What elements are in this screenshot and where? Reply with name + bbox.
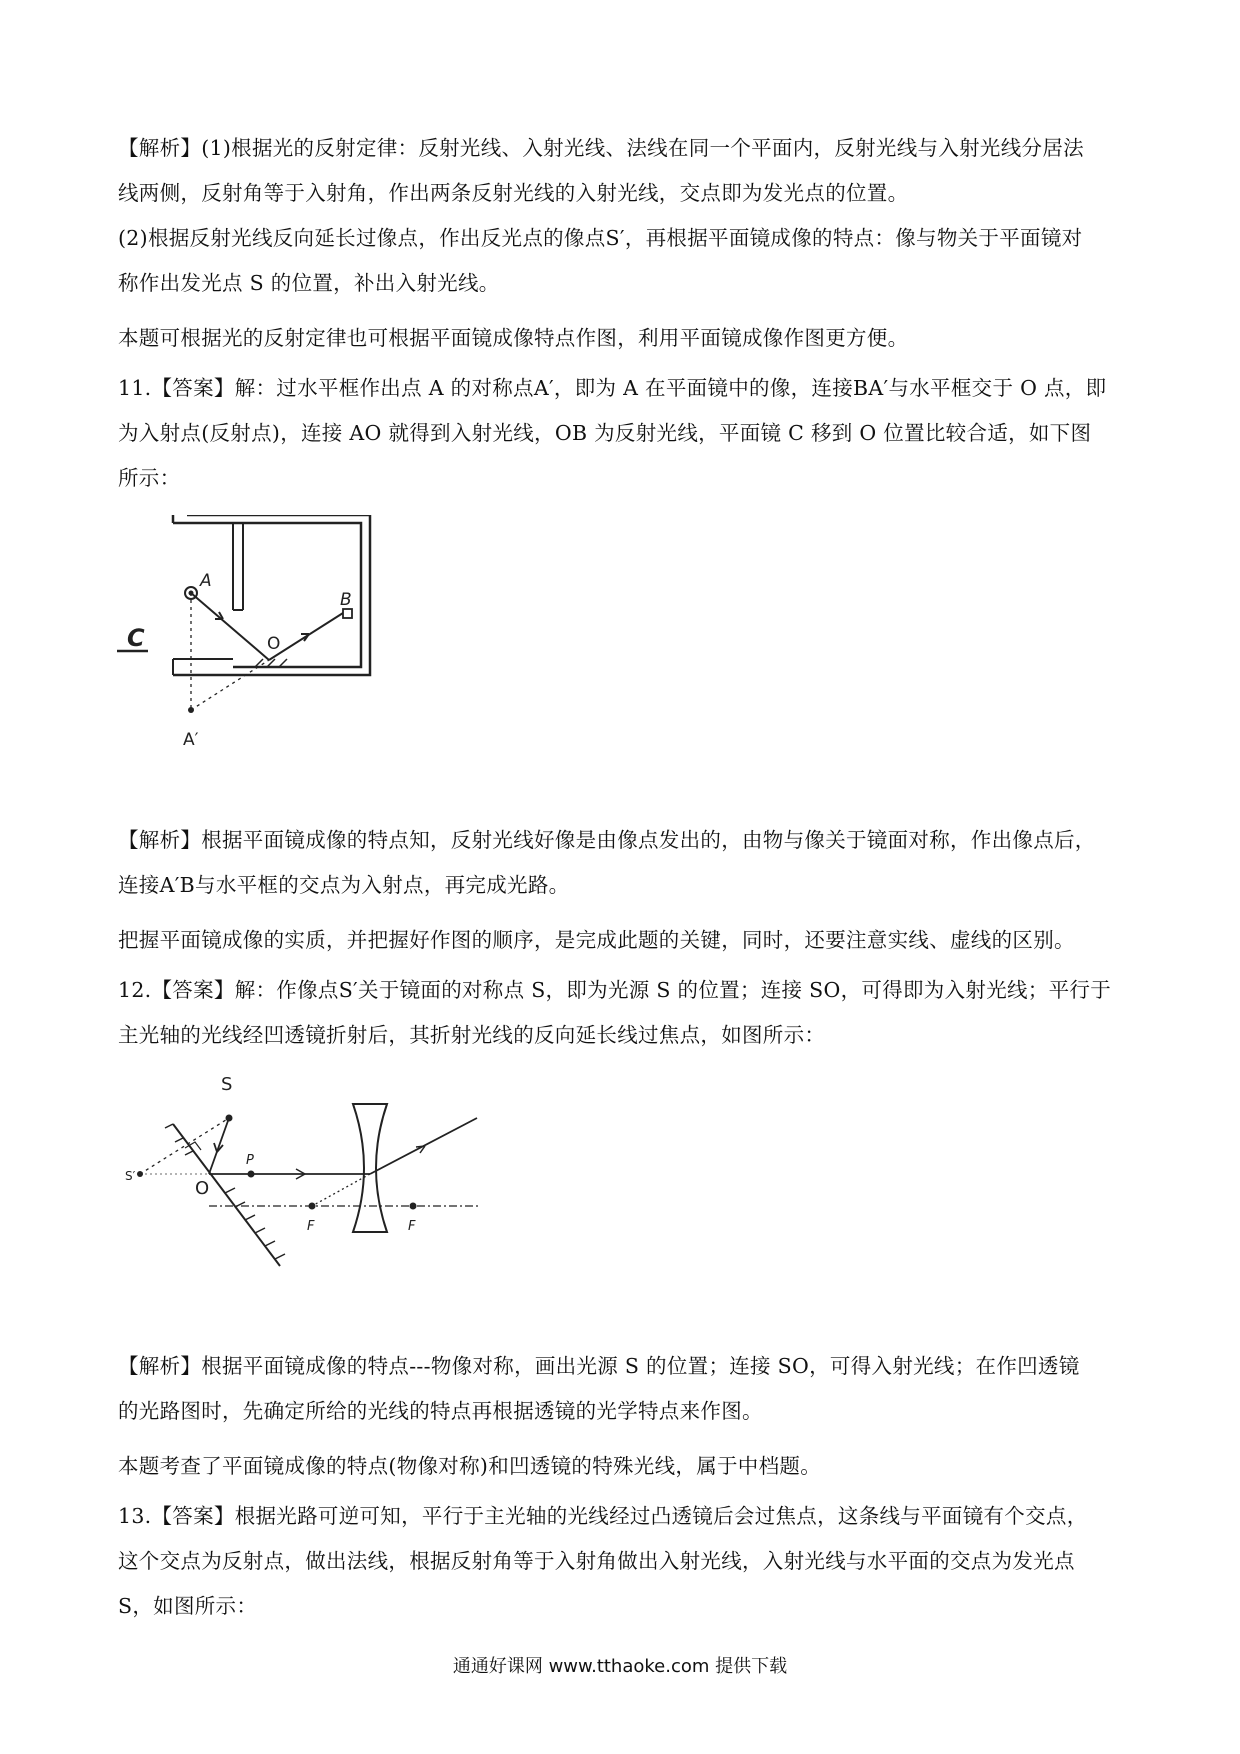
paragraph-5 [118, 818, 1128, 908]
text-line: 这个交点为反射点，做出法线，根据反射角等于入射角做出入射光线，入射光线与水平面的交点为发光点 [118, 1549, 1075, 1573]
paragraph-3 [118, 316, 1128, 361]
paragraph-10 [118, 1494, 1128, 1629]
text-line: 13.【答案】根据光路可逆可知，平行于主光轴的光线经过凸透镜后会过焦点，这条线与平面镜有个交点， [118, 1504, 1088, 1528]
box-bottom-bar [173, 659, 233, 675]
text-line: 所示： [118, 466, 181, 490]
text-line: 本题考查了平面镜成像的特点(物像对称)和凹透镜的特殊光线，属于中档题。 [118, 1454, 821, 1478]
text-line: 主光轴的光线经凹透镜折射后，其折射光线的反向延长线过焦点，如图所示： [118, 1023, 826, 1047]
label-f-right: F [408, 1219, 416, 1234]
paragraph-4 [118, 366, 1128, 501]
text-line: 12.【答案】解：作像点S′关于镜面的对称点 S，即为光源 S 的位置；连接 SO，可得即为入射光线；平行于 [118, 978, 1111, 1002]
point-b-marker [343, 609, 352, 618]
text-line: 为入射点(反射点)，连接 AO 就得到入射光线，OB 为反射光线，平面镜 C 移到 O 位置比较合适，如下图 [118, 421, 1092, 445]
label-f-left: F [307, 1219, 315, 1234]
text-line: 【解析】(1)根据光的反射定律：反射光线、入射光线、法线在同一个平面内，反射光线与入射光线分居法 [118, 136, 1084, 160]
incident-ray [191, 593, 269, 660]
text-line: (2)根据反射光线反向延长过像点，作出反光点的像点S′，再根据平面镜成像的特点：像与物关于平面镜对 [118, 226, 1083, 250]
label-o: O [195, 1178, 210, 1199]
text-line: 连接A′B与水平框的交点为入射点，再完成光路。 [118, 873, 570, 897]
point-a-prime-dot [188, 707, 194, 713]
text-line: S，如图所示： [118, 1594, 258, 1618]
figure-concave-lens-svg [125, 1068, 495, 1283]
label-a-prime: A′ [183, 730, 199, 750]
point-s-prime-dot [137, 1171, 143, 1177]
label-s: S [221, 1074, 233, 1095]
label-a: A [200, 571, 212, 591]
text-line: 【解析】根据平面镜成像的特点知，反射光线好像是由像点发出的，由物与像关于镜面对称，作出像点后， [118, 828, 1096, 852]
label-c: C [127, 624, 145, 652]
point-p-dot [248, 1171, 255, 1178]
box-partition [233, 523, 243, 610]
focus-left-dot [309, 1203, 316, 1210]
figure-mirror-box-svg [115, 515, 385, 760]
text-line: 的光路图时，先确定所给的光线的特点再根据透镜的光学特点来作图。 [118, 1399, 763, 1423]
paragraph-7 [118, 968, 1128, 1058]
figure-concave-lens [125, 1068, 495, 1283]
page-footer: 通通好课网 www.tthaoke.com 提供下载 [452, 1656, 788, 1677]
text-line: 线两侧，反射角等于入射角，作出两条反射光线的入射光线，交点即为发光点的位置。 [118, 181, 909, 205]
point-s-dot [226, 1115, 233, 1122]
label-o: O [267, 634, 281, 654]
text-line: 本题可根据光的反射定律也可根据平面镜成像特点作图，利用平面镜成像作图更方便。 [118, 326, 909, 350]
text-line: 称作出发光点 S 的位置，补出入射光线。 [118, 271, 500, 295]
paragraph-9 [118, 1444, 1128, 1489]
label-s-prime: S′ [125, 1169, 136, 1183]
paragraph-6 [118, 918, 1128, 963]
figure-mirror-box [115, 515, 385, 760]
incident-ray-so [209, 1118, 229, 1174]
image-dashed-line [191, 660, 269, 710]
paragraph-8 [118, 1344, 1128, 1434]
text-line: 【解析】根据平面镜成像的特点---物像对称，画出光源 S 的位置；连接 SO，可得入射光线；在作凹透镜 [118, 1354, 1080, 1378]
paragraph-2 [118, 216, 1128, 306]
focus-right-dot [410, 1203, 417, 1210]
paragraph-1 [118, 126, 1128, 216]
text-line: 把握平面镜成像的实质，并把握好作图的顺序，是完成此题的关键，同时，还要注意实线、虚线的区别。 [118, 928, 1075, 952]
text-line: 11.【答案】解：过水平框作出点 A 的对称点A′，即为 A 在平面镜中的像，连接BA′与水平框交于 O 点，即 [118, 376, 1107, 400]
label-b: B [340, 590, 352, 610]
label-p: P [246, 1153, 254, 1168]
point-a-dot [189, 591, 194, 596]
